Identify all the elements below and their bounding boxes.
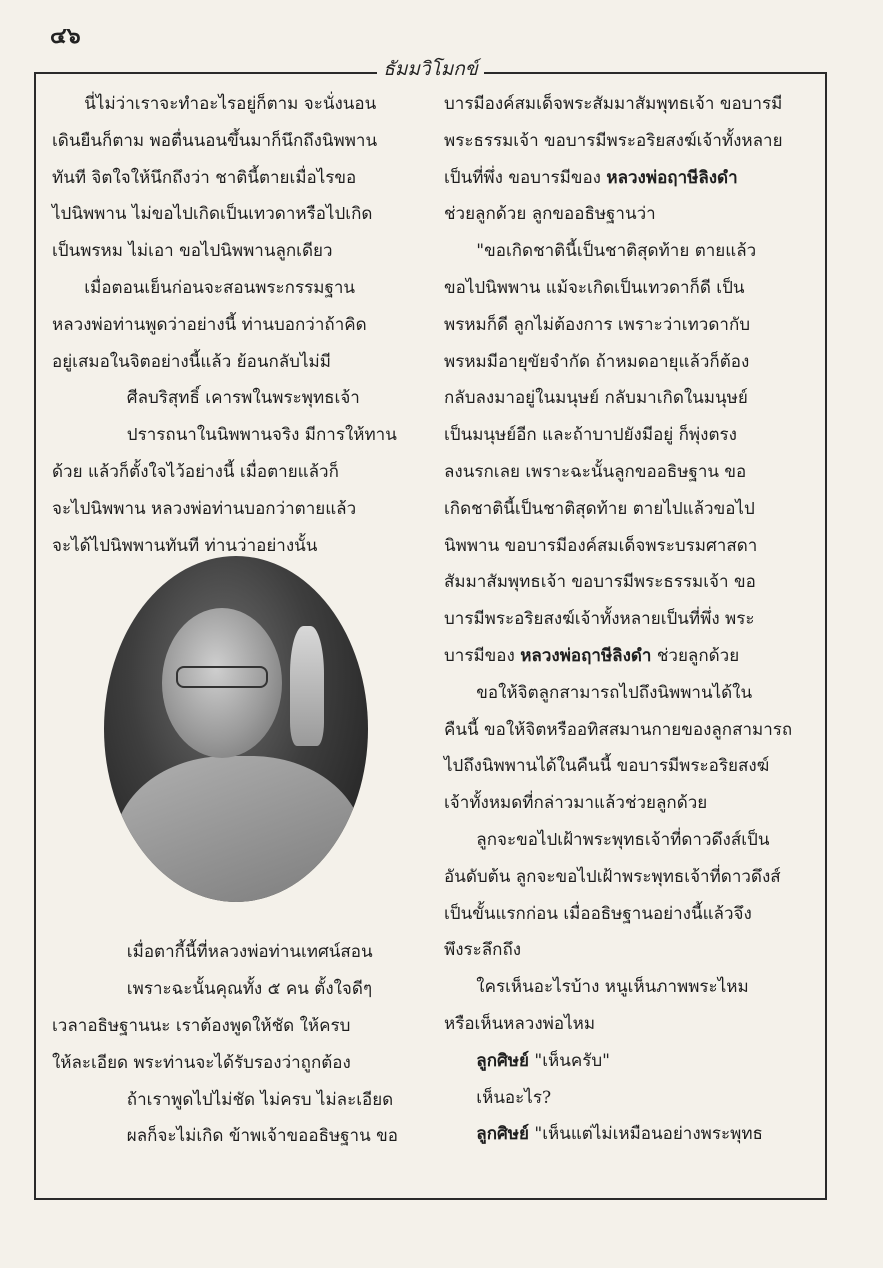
- text-line: ไปนิพพาน ไม่ขอไปเกิดเป็นเทวดาหรือไปเกิด: [52, 204, 373, 225]
- text-line: เกิดชาตินี้เป็นชาติสุดท้าย ตายไปแล้วขอไป: [444, 498, 755, 519]
- right-column: [444, 86, 814, 1153]
- text-line: จะได้ไปนิพพานทันที ท่านว่าอย่างนั้น: [52, 535, 318, 556]
- text-line: ลูกจะขอไปเฝ้าพระพุทธเจ้าที่ดาวดึงส์เป็น: [476, 829, 770, 850]
- text-line: เป็นขั้นแรกก่อน เมื่ออธิษฐานอย่างนี้แล้วจึง: [444, 903, 752, 924]
- page-number: ๔๖: [50, 24, 81, 49]
- text-line: ถ้าเราพูดไปไม่ชัด ไม่ครบ ไม่ละเอียด: [126, 1089, 394, 1110]
- text-line: บารมีของ หลวงพ่อฤาษีลิงดำ ช่วยลูกด้วย: [444, 645, 740, 666]
- text-line: ด้วย แล้วก็ตั้งใจไว้อย่างนี้ เมื่อตายแล้วก็: [52, 461, 339, 482]
- text-line: ขอไปนิพพาน แม้จะเกิดเป็นเทวดาก็ดี เป็น: [444, 277, 745, 298]
- text-line: ขอให้จิตลูกสามารถไปถึงนิพพานได้ใน: [476, 682, 753, 703]
- text-line: ลูกศิษย์ "เห็นแต่ไม่เหมือนอย่างพระพุทธ: [476, 1124, 763, 1145]
- bold-name: หลวงพ่อฤาษีลิงดำ: [606, 167, 738, 188]
- text-line: พรหมก็ดี ลูกไม่ต้องการ เพราะว่าเทวดากับ: [444, 314, 751, 335]
- text-line: เวลาอธิษฐานนะ เราต้องพูดให้ชัด ให้ครบ: [52, 1015, 351, 1036]
- text-line: สัมมาสัมพุทธเจ้า ขอบารมีพระธรรมเจ้า ขอ: [444, 572, 756, 593]
- text-line: ปรารถนาในนิพพานจริง มีการให้ทาน: [126, 425, 397, 446]
- text-line: เมื่อตากี้นี้ที่หลวงพ่อท่านเทศน์สอน: [126, 942, 373, 963]
- text-line: อยู่เสมอในจิตอย่างนี้แล้ว ย้อนกลับไม่มี: [52, 351, 331, 372]
- text-line: ลูกศิษย์ "เห็นครับ": [476, 1050, 610, 1071]
- text-line: หรือเห็นหลวงพ่อไหม: [444, 1013, 596, 1034]
- text-line: เป็นพรหม ไม่เอา ขอไปนิพพานลูกเดียว: [52, 241, 333, 262]
- text-line: คืนนี้ ขอให้จิตหรืออทิสสมานกายของลูกสามารถ: [444, 719, 793, 740]
- text-line: บารมีองค์สมเด็จพระสัมมาสัมพุทธเจ้า ขอบารมี: [444, 94, 783, 114]
- text-line: เพราะฉะนั้นคุณทั้ง ๕ คน ตั้งใจดีๆ: [126, 979, 373, 1000]
- text-line: นี่ไม่ว่าเราจะทำอะไรอยู่ก็ตาม จะนั่งนอน: [84, 94, 377, 114]
- text-line: ลงนรกเลย เพราะฉะนั้นลูกขออธิษฐาน ขอ: [444, 461, 747, 482]
- text-line: เมื่อตอนเย็นก่อนจะสอนพระกรรมฐาน: [84, 277, 355, 298]
- text-line: หลวงพ่อท่านพูดว่าอย่างนี้ ท่านบอกว่าถ้าคิด: [52, 314, 367, 335]
- text-line: ผลก็จะไม่เกิด ข้าพเจ้าขออธิษฐาน ขอ: [126, 1126, 398, 1147]
- text-line: กลับลงมาอยู่ในมนุษย์ กลับมาเกิดในมนุษย์: [444, 388, 748, 409]
- text-line: จะไปนิพพาน หลวงพ่อท่านบอกว่าตายแล้ว: [52, 498, 357, 519]
- text-line: พึงระลึกถึง: [444, 940, 522, 961]
- monk-portrait-photo: [104, 556, 368, 902]
- text-line: ช่วยลูกด้วย ลูกขออธิษฐานว่า: [444, 204, 656, 225]
- text-line: ศีลบริสุทธิ์ เคารพในพระพุทธเจ้า: [126, 388, 360, 409]
- text-line: นิพพาน ขอบารมีองค์สมเด็จพระบรมศาสดา: [444, 535, 758, 556]
- running-title: [36, 54, 825, 84]
- text-line: เห็นอะไร?: [476, 1087, 552, 1108]
- text-line: เดินยืนก็ตาม พอตื่นนอนขึ้นมาก็นึกถึงนิพพาน: [52, 130, 378, 151]
- text-line: ทันที จิตใจให้นึกถึงว่า ชาตินี้ตายเมื่อไรขอ: [52, 167, 357, 188]
- photo-glasses: [176, 666, 268, 688]
- text-line: พระธรรมเจ้า ขอบารมีพระอริยสงฆ์เจ้าทั้งหลาย: [444, 130, 783, 151]
- text-line: เป็นที่พึ่ง ขอบารมีของ หลวงพ่อฤาษีลิงดำ: [444, 167, 738, 188]
- bold-name: หลวงพ่อฤาษีลิงดำ: [520, 645, 652, 666]
- speaker-label: ลูกศิษย์: [476, 1124, 529, 1145]
- text-line: ไปถึงนิพพานได้ในคืนนี้ ขอบารมีพระอริยสงฆ์: [444, 756, 770, 777]
- text-line: ให้ละเอียด พระท่านจะได้รับรองว่าถูกต้อง: [52, 1052, 351, 1073]
- photo-robe: [114, 756, 364, 902]
- text-line: อันดับต้น ลูกจะขอไปเฝ้าพระพุทธเจ้าที่ดาวดึงส์: [444, 866, 781, 887]
- text-line: เจ้าทั้งหมดที่กล่าวมาแล้วช่วยลูกด้วย: [444, 793, 708, 814]
- text-line: ใครเห็นอะไรบ้าง หนูเห็นภาพพระไหม: [476, 977, 749, 998]
- photo-ornament: [290, 626, 324, 746]
- text-line: "ขอเกิดชาตินี้เป็นชาติสุดท้าย ตายแล้ว: [476, 241, 757, 262]
- running-title-text: ธัมมวิโมกข์: [377, 58, 484, 80]
- text-line: บารมีพระอริยสงฆ์เจ้าทั้งหลายเป็นที่พึ่ง พระ: [444, 609, 755, 630]
- text-line: พรหมมีอายุขัยจำกัด ถ้าหมดอายุแล้วก็ต้อง: [444, 351, 750, 372]
- speaker-label: ลูกศิษย์: [476, 1050, 529, 1071]
- text-line: เป็นมนุษย์อีก และถ้าบาปยังมีอยู่ ก็พุ่งตรง: [444, 425, 737, 446]
- content-frame: [34, 58, 827, 1200]
